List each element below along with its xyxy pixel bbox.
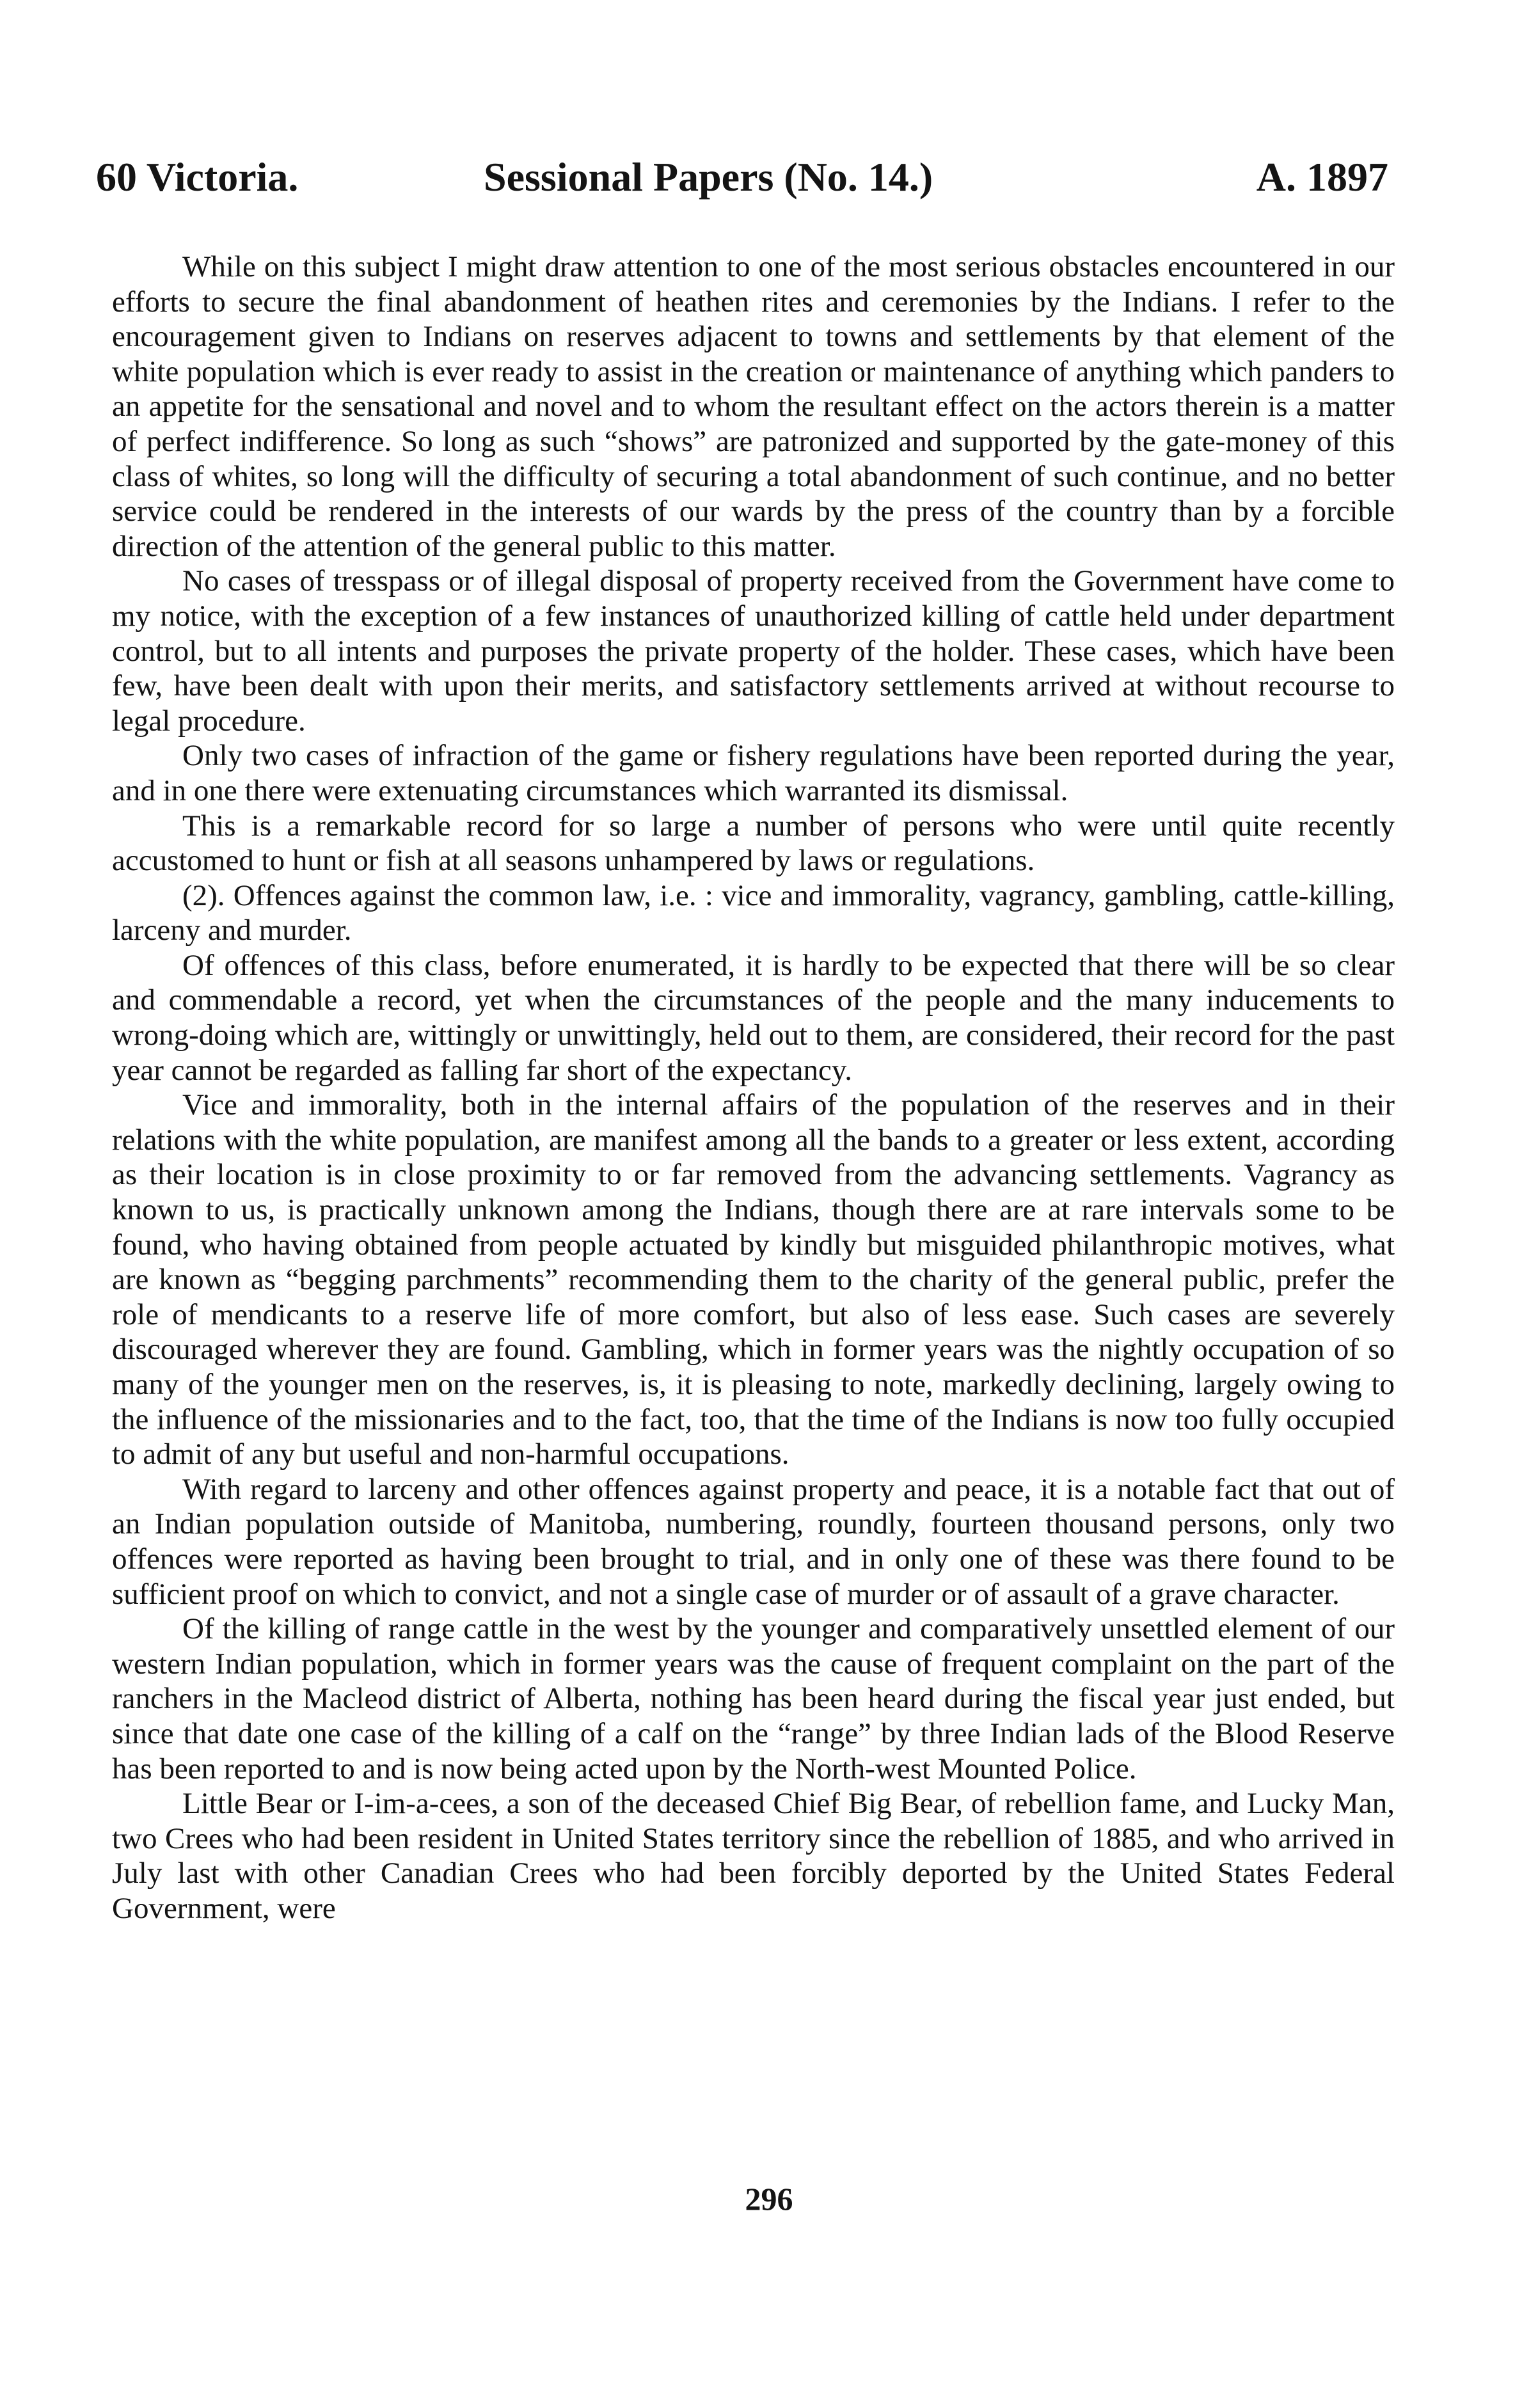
body-text	[112, 250, 1395, 1926]
paragraph: No cases of tresspass or of illegal disposal of property received from the Government have come to my notice, with the exception of a few instances of unauthorized killing of cattle held under department control, but to all intents and purposes the private property of the holder. These cases, which have been few, have been dealt with upon their merits, and satisfactory settlements arrived at without recourse to legal procedure.	[112, 564, 1395, 738]
header-session: 60 Victoria.	[96, 154, 299, 200]
paragraph: Only two cases of infraction of the game or fishery regulations have been reported during the year, and in one there were extenuating circumstances which warranted its dismissal.	[112, 739, 1395, 807]
paragraph: Of the killing of range cattle in the west by the younger and comparatively unsettled element of our western Indian population, which in former years was the cause of frequent complaint on the part of the ranchers in the Macleod district of Alberta, nothing has been heard during the fiscal year just ended, but since that date one case of the killing of a calf on the “range” by three Indian lads of the Blood Reserve has been reported to and is now being acted upon by the North-west Mounted Police.	[112, 1612, 1395, 1786]
paragraph: Of offences of this class, before enumerated, it is hardly to be expected that there will be so clear and commendable a record, yet when the circumstances of the people and the many inducements to wrong-doing which are, wittingly or unwittingly, held out to them, are considered, their record for the past year cannot be regarded as falling far short of the expectancy.	[112, 948, 1395, 1087]
header-publication: Sessional Papers (No. 14.)	[484, 154, 933, 200]
paragraph: With regard to larceny and other offences against property and peace, it is a notable fact that out of an Indian population outside of Manitoba, numbering, roundly, fourteen thousand persons, only two offences were reported as having been brought to trial, and in only one of these was there found to be sufficient proof on which to convict, and not a single case of murder or of assault of a grave character.	[112, 1472, 1395, 1611]
page-number: 296	[745, 2181, 793, 2217]
paragraph: (2). Offences against the common law, i.e. : vice and immorality, vagrancy, gambling, cattle-killing, larceny and murder.	[112, 878, 1395, 947]
paragraph: Little Bear or I-im-a-cees, a son of the deceased Chief Big Bear, of rebellion fame, and Lucky Man, two Crees who had been resident in United States territory since the rebellion of 1885, and who arrived in July last with other Canadian Crees who had been forcibly deported by the United States Federal Government, were	[112, 1787, 1395, 1925]
paragraph: Vice and immorality, both in the internal affairs of the population of the reserves and in their relations with the white population, are manifest among all the bands to a greater or less extent, according as their location is in close proximity to or far removed from the advancing settlements. Vagrancy as known to us, is practically unknown among the Indians, though there are at rare intervals some to be found, who having obtained from people actuated by kindly but misguided philanthropic motives, what are known as “begging parchments” recommending them to the charity of the general public, prefer the role of mendicants to a reserve life of more comfort, but also of less ease. Such cases are severely discouraged wherever they are found. Gambling, which in former years was the nightly occupation of so many of the younger men on the reserves, is, it is pleasing to note, markedly declining, largely owing to the influence of the missionaries and to the fact, too, that the time of the Indians is now too fully occupied to admit of any but useful and non-harmful occupations.	[112, 1088, 1395, 1471]
running-header	[96, 148, 1388, 206]
header-year: A. 1897	[1256, 154, 1388, 200]
paragraph: While on this subject I might draw attention to one of the most serious obstacles encountered in our efforts to secure the final abandonment of heathen rites and ceremonies by the Indians. I refer to the encouragement given to Indians on reserves adjacent to towns and settlements by that element of the white population which is ever ready to assist in the creation or maintenance of anything which panders to an appetite for the sensational and novel and to whom the resultant effect on the actors therein is a matter of perfect indifference. So long as such “shows” are patronized and supported by the gate-money of this class of whites, so long will the difficulty of securing a total abandonment of such continue, and no better service could be rendered in the interests of our wards by the press of the country than by a forcible direction of the attention of the general public to this matter.	[112, 250, 1395, 563]
paragraph: This is a remarkable record for so large a number of persons who were until quite recently accustomed to hunt or fish at all seasons unhampered by laws or regulations.	[112, 809, 1395, 878]
